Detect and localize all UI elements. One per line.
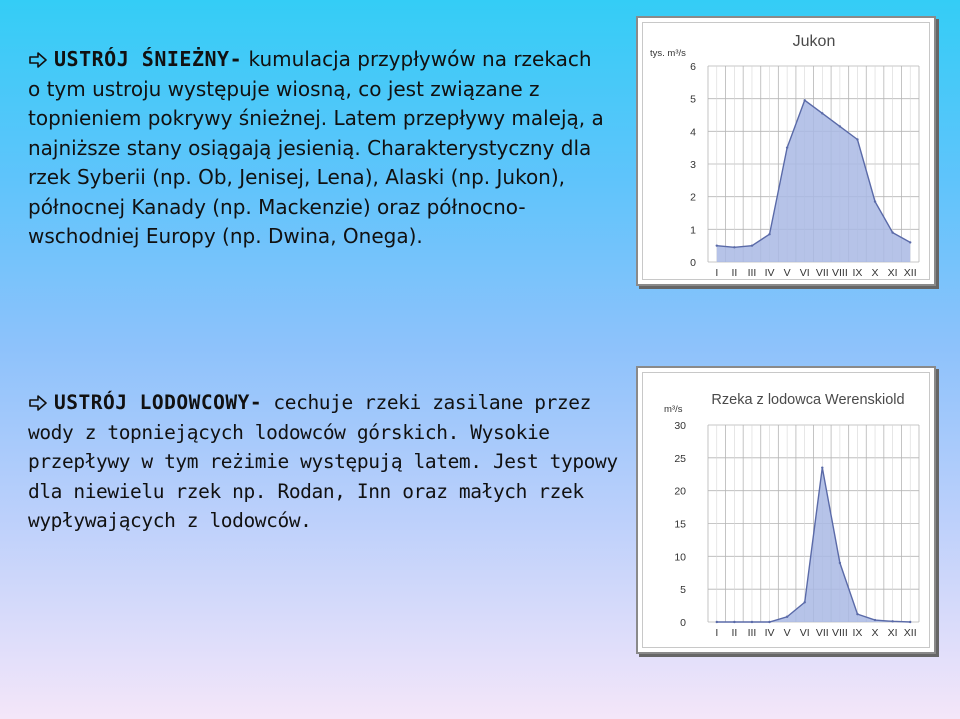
data-point <box>751 621 753 623</box>
y-tick-label: 30 <box>674 420 686 432</box>
y-tick-label: 6 <box>690 61 696 73</box>
data-point <box>821 466 823 468</box>
y-tick-label: 4 <box>690 126 696 139</box>
x-tick-label: VI <box>799 627 810 639</box>
data-point <box>909 621 911 623</box>
glacier-regime-heading: USTRÓJ LODOWCOWY- <box>54 391 263 414</box>
glacier-regime-paragraph <box>28 388 628 536</box>
data-point <box>891 231 893 233</box>
y-tick-label: 0 <box>680 617 686 629</box>
x-tick-label: XII <box>903 267 917 279</box>
glacier-regime-text: cechuje rzeki zasilane przez wody z topniejących lodowców górskich. Wysokie przepływy w tym reżimie występują latem. Jest typowy dla niewielu rzek np. Rodan, Inn oraz małych rzek wypływających z lodowców. <box>28 391 618 532</box>
data-point <box>768 621 770 623</box>
y-tick-label: 20 <box>674 485 686 498</box>
data-point <box>751 244 753 246</box>
data-point <box>733 621 735 623</box>
x-tick-label: X <box>871 267 879 279</box>
x-tick-label: VII <box>815 627 829 639</box>
arrow-bullet-icon <box>28 45 54 75</box>
chart-title: Jukon <box>792 33 836 50</box>
y-axis-unit: m³/s <box>664 404 683 415</box>
chart-title: Rzeka z lodowca Werenskiold <box>711 392 905 408</box>
x-tick-label: XI <box>887 627 898 639</box>
x-tick-label: I <box>715 627 719 639</box>
x-tick-label: XII <box>903 627 917 639</box>
y-tick-label: 3 <box>690 159 696 171</box>
data-point <box>786 146 788 148</box>
data-point <box>891 620 893 622</box>
data-point <box>768 233 770 235</box>
x-tick-label: I <box>715 267 719 279</box>
y-tick-label: 15 <box>674 518 686 531</box>
data-point <box>839 125 841 127</box>
data-point <box>856 613 858 615</box>
x-tick-label: VIII <box>831 267 848 279</box>
data-point <box>821 112 823 114</box>
y-tick-label: 25 <box>674 452 686 465</box>
y-axis-unit: tys. m³/s <box>650 48 686 59</box>
data-point <box>716 244 718 246</box>
werenskiold-hydrograph <box>638 368 934 652</box>
x-tick-label: IV <box>764 627 775 639</box>
x-tick-label: III <box>747 627 757 639</box>
data-point <box>874 200 876 202</box>
x-tick-label: III <box>747 267 757 279</box>
data-point <box>839 562 841 564</box>
x-tick-label: IX <box>852 267 863 279</box>
x-tick-label: VII <box>815 267 829 279</box>
data-point <box>909 241 911 243</box>
snow-regime-text: kumulacja przypływów na rzekach o tym ustroju występuje wiosną, co jest związane z topnieniem pokrywy śnieżnej. Latem przepływy maleją, a najniższe stany osiągają jesienią. Charakterystyczny dla rzek Syberii (np. Ob, Jenisej, Lena), Alaski (np. Jukon), północnej Kanady (np. Mackenzie) oraz północno-wschodniej Europy (np. Dwina, Onega). <box>28 47 604 248</box>
data-point <box>733 246 735 248</box>
x-tick-label: VI <box>799 267 810 279</box>
y-tick-label: 5 <box>690 93 696 106</box>
x-tick-label: IX <box>852 627 863 639</box>
data-point <box>874 619 876 621</box>
werenskiold-chart-panel <box>636 366 936 654</box>
x-tick-label: II <box>731 627 738 639</box>
yukon-hydrograph <box>638 18 934 284</box>
data-point <box>856 138 858 140</box>
data-point <box>804 601 806 603</box>
data-point <box>716 621 718 623</box>
y-tick-label: 2 <box>690 191 696 204</box>
y-tick-label: 0 <box>690 257 696 269</box>
x-tick-label: V <box>783 267 791 279</box>
y-tick-label: 10 <box>674 551 686 564</box>
snow-regime-heading: USTRÓJ ŚNIEŻNY- <box>54 47 243 71</box>
x-tick-label: V <box>783 627 791 639</box>
x-tick-label: XI <box>887 267 898 279</box>
data-point <box>786 616 788 618</box>
series-area <box>717 100 910 262</box>
y-tick-label: 5 <box>680 584 686 597</box>
x-tick-label: X <box>871 627 879 639</box>
yukon-chart-panel <box>636 16 936 286</box>
arrow-bullet-icon <box>28 388 54 418</box>
x-tick-label: II <box>731 267 738 279</box>
snow-regime-paragraph <box>28 45 608 252</box>
x-tick-label: VIII <box>831 627 848 639</box>
y-tick-label: 1 <box>690 224 696 237</box>
data-point <box>804 99 806 101</box>
x-tick-label: IV <box>764 267 775 279</box>
